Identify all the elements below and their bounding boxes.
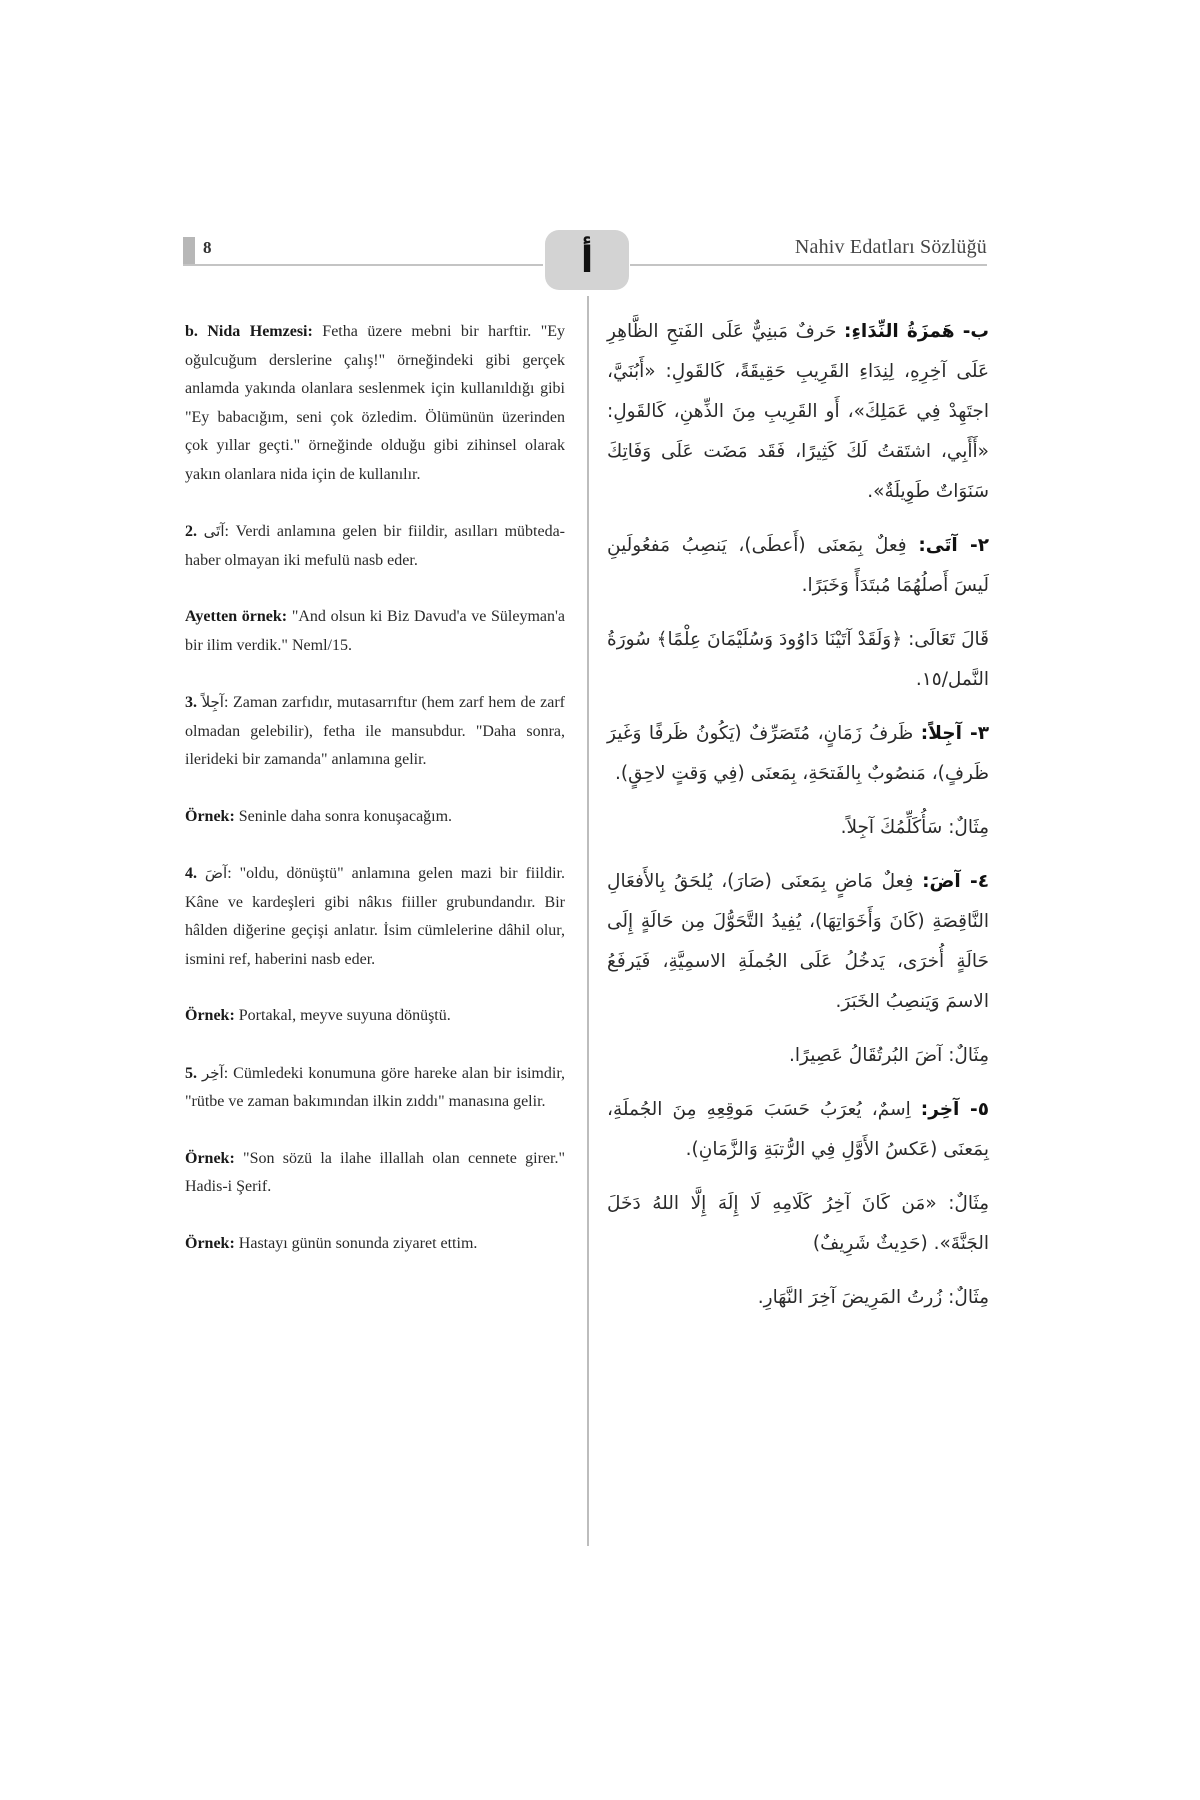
arabic-example-5b: مِثَالٌ: زُرتُ المَرِيضَ آخِرَ النَّهَارِ. — [757, 1287, 989, 1308]
arabic-entry-5 — [607, 1090, 989, 1170]
arabic-entry-head: ٥- آخِر: — [920, 1099, 989, 1120]
example-text: "And olsun ki Biz Davud'a ve Süleyman'a bir ilim verdik." Neml/15. — [185, 608, 566, 654]
example-text: Seninle daha sonra konuşacağım. — [234, 807, 453, 825]
entry-arabic-word: آضَ — [204, 864, 228, 882]
page-number-marker — [183, 237, 195, 266]
arabic-example-3: مِثَالٌ: سَأُكَلِّمُكَ آجِلاً. — [840, 817, 989, 838]
example-5b — [185, 1230, 565, 1259]
arabic-entry-3 — [607, 714, 989, 794]
arabic-entry-head: ب- هَمزَةُ النِّدَاءِ: — [844, 321, 989, 342]
arabic-example-4: مِثَالٌ: آضَ البُرتُقَالُ عَصِيرًا. — [789, 1045, 989, 1066]
entry-b-nida — [185, 318, 565, 489]
arabic-example-5a: مِثَالٌ: «مَن كَانَ آخِرُ كَلَامِهِ لَا إِلَهَ إِلَّا اللهُ دَخَلَ الجَنَّةَ». (حَدِيثٌ شَرِيفٌ) — [607, 1193, 989, 1254]
section-letter-tab: أ — [545, 230, 629, 290]
example-label: Örnek: — [185, 807, 235, 825]
entry-5 — [185, 1059, 565, 1117]
arabic-entry-text: ظَرفُ زَمَانٍ، مُتَصَرِّفٌ (يَكُونُ ظَرفًا وَغَيرَ ظَرفٍ)، مَنصُوبٌ بِالفَتحَةِ، بِمَعنَى (فِي وَقتٍ لاحِقٍ). — [607, 723, 989, 784]
example-3 — [185, 803, 565, 832]
entry-number: 5. — [185, 1064, 197, 1082]
entry-arabic-word: آخِر — [202, 1063, 224, 1082]
turkish-column — [185, 318, 565, 1286]
entry-title: b. Nida Hemzesi: — [185, 323, 313, 340]
entry-text: Fetha üzere mebni bir harftir. "Ey oğulcuğum derslerine çalış!" örneğindeki gibi gerçek anlamda yakında olanlara seslenmek için kullanıldığı gibi "Ey babacığım, seni çok özledim. Ölümünün üzerinden çok yıllar geçti." örneğinde olduğu gibi zihinsel olarak yakın olanlara nida için de kullanılır. — [185, 323, 566, 483]
entry-4 — [185, 859, 565, 974]
arabic-entry-head: ٤- آضَ: — [922, 871, 989, 892]
header-rule-left — [183, 264, 543, 266]
example-5a — [185, 1145, 565, 1202]
running-title: Nahiv Edatları Sözlüğü — [794, 236, 987, 258]
entry-3 — [185, 688, 565, 775]
arabic-entry-text: فِعلٌ مَاضٍ بِمَعنَى (صَارَ)، يُلحَقُ بِالأَفعَالِ النَّاقِصَةِ (كَانَ وَأَخَوَاتِهَا)، يُفِيدُ التَّحَوُّلَ مِن حَالَةٍ إِلَى حَالَةٍ أُخرَى، يَدخُلُ عَلَى الجُملَةِ الاسمِيَّةِ، فَيَرفَعُ الاسمَ وَيَنصِبُ الخَبَرَ. — [607, 871, 989, 1012]
example-label: Ayetten örnek: — [185, 608, 288, 625]
arabic-entry-head: ٢- آتَى: — [918, 535, 990, 556]
ayet-example — [185, 603, 565, 660]
arabic-ayet: قَالَ تَعَالَى: ﴿وَلَقَدْ آتَيْنَا دَاوُودَ وَسُلَيْمَانَ عِلْمًا﴾ سُورَةُ النَّمل/١٥. — [607, 629, 989, 690]
arabic-entry-text: اِسمٌ، يُعرَبُ حَسَبَ مَوقِعِهِ مِنَ الجُملَةِ، بِمَعنَى (عَكسُ الأَوَّلِ فِي الرُّتبَةِ وَالزَّمَانِ). — [607, 1099, 989, 1160]
arabic-entry-nida — [607, 312, 989, 512]
example-text: "Son sözü la ilahe illallah olan cennete girer." Hadis-i Şerif. — [185, 1149, 565, 1195]
page-number: 8 — [203, 238, 212, 257]
arabic-entry-2 — [607, 526, 989, 606]
column-divider — [587, 296, 589, 1546]
arabic-column — [607, 312, 989, 1332]
entry-number: 3. — [185, 694, 197, 711]
entry-text: : Zaman zarfıdır, mutasarrıftır (hem zarf hem de zarf olmadan gelebilir), fetha ile mansubdur. "Daha sonra, ilerideki bir zamanda" anlamına gelir. — [185, 694, 566, 768]
header-rule-right — [630, 264, 987, 266]
entry-number: 2. — [185, 523, 197, 540]
entry-2 — [185, 517, 565, 575]
entry-number: 4. — [185, 865, 197, 882]
entry-text: : Cümledeki konumuna göre hareke alan bir isimdir, "rütbe ve zaman bakımından ilkin zıddı" manasına gelir. — [185, 1064, 566, 1110]
example-label: Örnek: — [185, 1149, 235, 1167]
arabic-entry-text: حَرفٌ مَبنِيٌّ عَلَى الفَتحِ الظَّاهِرِ عَلَى آخِرِهِ، لِنِدَاءِ القَرِيبِ حَقِيقَةً، كَالقَولِ: «أَبُنَيَّ، اجتَهِدْ فِي عَمَلِكَ»، أَو القَرِيبِ مِنَ الذِّهنِ، كَالقَولِ: «أَأَبِي، اشتَقتُ لَكَ كَثِيرًا، فَقَد مَضَت عَلَى وَفَاتِكَ سَنَوَاتٌ طَوِيلَةٌ». — [607, 321, 989, 502]
entry-arabic-word: آتَى — [203, 522, 225, 540]
entry-text: : Verdi anlamına gelen bir fiildir, asılları mübteda-haber olmayan iki mefulü nasb eder. — [185, 523, 566, 569]
example-4 — [185, 1002, 565, 1031]
example-text: Portakal, meyve suyuna dönüştü. — [234, 1007, 451, 1024]
example-label: Örnek: — [185, 1234, 235, 1252]
example-text: Hastayı günün sonunda ziyaret ettim. — [234, 1234, 478, 1252]
arabic-entry-head: ٣- آجِلاً: — [920, 723, 989, 744]
entry-text: : "oldu, dönüştü" anlamına gelen mazi bir fiildir. Kâne ve kardeşleri gibi nâkıs fiiller grubundandır. Bir hâlden diğerine geçişi anlatır. İsim cümlelerine dâhil olur, ismini ref, haberini nasb eder. — [185, 865, 565, 968]
arabic-entry-text: فِعلٌ بِمَعنَى (أَعطَى)، يَنصِبُ مَفعُولَينِ لَيسَ أَصلُهُمَا مُبتَدَأً وَخَبَرًا. — [607, 535, 989, 596]
example-label: Örnek: — [185, 1007, 235, 1024]
entry-arabic-word: آجِلاً — [201, 693, 224, 711]
arabic-entry-4 — [607, 862, 989, 1022]
